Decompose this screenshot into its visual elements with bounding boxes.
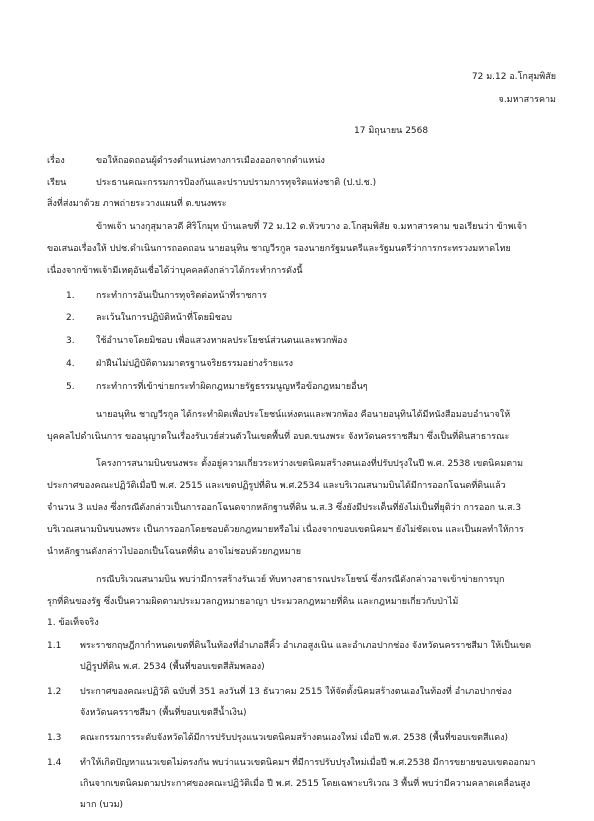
list-item-number: 5.: [66, 382, 75, 392]
intro-line-3: เนื่องจากข้าพเจ้ามีเหตุอันเชื่อได้ว่าบุคคลดังกล่าวได้กระทำการดังนี้: [47, 266, 303, 276]
fact-number: 1.1: [47, 641, 62, 651]
list-item-text: กระทำการที่เข้าข่ายกระทำผิดกฎหมายรัฐธรรมนูญหรือข้อกฎหมายอื่นๆ: [96, 382, 368, 392]
fact-number: 1.3: [47, 733, 62, 743]
intro-line-1: ข้าพเจ้า นางกุสุมาลวดี ศิริโกมุท บ้านเลขที่ 72 ม.12 ต.หัวขวาง อ.โกสุมพิสัย จ.มหาสารคาม ขอเรียนว่า ข้าพเจ้า: [96, 222, 528, 232]
recipient-label: เรียน: [47, 178, 67, 188]
fact-number: 1.2: [47, 687, 62, 697]
fact-text-line: ปฏิรูปที่ดิน พ.ศ. 2534 (พื้นที่ขอบเขตสีส้มพลอง): [80, 662, 265, 672]
fact-text-line: คณะกรรมการระดับจังหวัดได้มีการปรับปรุงแนวเขตนิคมสร้างตนเองใหม่ เมื่อปี พ.ศ. 2538 (พื้นที่ขอบเขตสีแดง): [80, 733, 509, 743]
attachment-line: สิ่งที่ส่งมาด้วย ภาพถ่ายระวางแผนที่ ต.ขนงพระ: [47, 199, 227, 209]
list-item-text: ฝ่าฝืนไม่ปฏิบัติตามมาตรฐานจริยธรรมอย่างร้ายแรง: [96, 359, 293, 369]
list-item-text: ละเว้นในการปฏิบัติหน้าที่โดยมิชอบ: [96, 313, 233, 323]
paragraph-2-line-5: นำหลักฐานดังกล่าวไปออกเป็นโฉนดที่ดิน อาจไม่ชอบด้วยกฎหมาย: [47, 547, 302, 557]
fact-text-line: เกินจากเขตนิคมตามประกาศของคณะปฏิวัติเมื่อ ปี พ.ศ. 2515 โดยเฉพาะบริเวณ 3 พื้นที่ พบว่ามีความคลาดเคลื่อนสูง: [80, 779, 531, 789]
list-item-text: กระทำการอันเป็นการทุจริตต่อหน้าที่ราชการ: [96, 291, 267, 301]
paragraph-1-line-2: บุคคลไปดำเนินการ ขออนุญาตในเรื่องรับเวย์ส่วนตัวในเขตพื้นที่ อบต.ขนงพระ จังหวัดนครราชสีมา ซึ่งเป็นที่ดินสาธารณะ: [47, 432, 510, 442]
list-item-text: ใช้อำนาจโดยมิชอบ เพื่อแสวงหาผลประโยชน์ส่วนตนและพวกพ้อง: [96, 336, 348, 346]
list-item-number: 4.: [66, 359, 75, 369]
paragraph-3-line-2: รุกที่ดินของรัฐ ซึ่งเป็นความผิดตามประมวลกฎหมายอาญา ประมวลกฎหมายที่ดิน และกฎหมายเกี่ยวกับป่าไม้: [47, 597, 459, 607]
list-item-number: 1.: [66, 291, 75, 301]
fact-text-line: จังหวัดนครราชสีมา (พื้นที่ขอบเขตสีน้ำเงิน): [80, 708, 247, 718]
paragraph-3-line-1: กรณีบริเวณสนามบิน พบว่ามีการสร้างรันเวย์ ทับทางสาธารณประโยชน์ ซึ่งกรณีดังกล่าวอาจเข้าข่ายการบุก: [96, 575, 505, 585]
facts-heading: 1. ข้อเท็จจริง: [47, 618, 99, 628]
fact-number: 1.4: [47, 758, 62, 768]
paragraph-2-line-3: จำนวน 3 แปลง ซึ่งกรณีดังกล่าวเป็นการออกโฉนดจากหลักฐานที่ดิน น.ส.3 ซึ่งยังมีประเด็นที่ยังไม่เป็นที่ยุติว่า การออก น.ส.3: [47, 503, 522, 513]
fact-text-line: ทำให้เกิดปัญหาแนวเขตไม่ตรงกัน พบว่าแนวเขตนิคมฯ ที่มีการปรับปรุงใหม่เมื่อปี พ.ศ.2538 มีการขยายขอบเขตออกมา: [80, 758, 536, 768]
fact-text-line: พระราชกฤษฎีกากำหนดเขตที่ดินในท้องที่อำเภอสีคิ้ว อำเภอสูงเนิน และอำเภอปากช่อง จังหวัดนครราชสีมา ให้เป็นเขต: [80, 641, 532, 651]
paragraph-1-line-1: นายอนุทิน ชาญวีรกูล ได้กระทำผิดเพื่อประโยชน์แห่งตนและพวกพ้อง คือนายอนุทินได้มีหนังสือมอบอำนาจให้: [96, 410, 511, 420]
fact-text-line: มาก (บวม): [80, 800, 124, 810]
subject-label: เรื่อง: [47, 156, 65, 166]
fact-text-line: ประกาศของคณะปฏิวัติ ฉบับที่ 351 ลงวันที่ 13 ธันวาคม 2515 ให้จัดตั้งนิคมสร้างตนเองในท้องที่ อำเภอปากช่อง: [80, 687, 512, 697]
paragraph-2-line-4: บริเวณสนามบินขนงพระ เป็นการออกโดยชอบด้วยกฎหมายหรือไม่ เนื่องจากขอบเขตนิคมฯ ยังไม่ชัดเจน และเป็นผลทำให้การ: [47, 525, 524, 535]
intro-line-2: ขอเสนอเรื่องให้ ปปช.ดำเนินการถอดถอน นายอนุทิน ชาญวีรกูล รองนายกรัฐมนตรีและรัฐมนตรีว่าการกระทรวงมหาดไทย: [47, 244, 511, 254]
subject-text: ขอให้ถอดถอนผู้ดำรงตำแหน่งทางการเมืองออกจากตำแหน่ง: [96, 156, 325, 166]
sender-address-line1: 72 ม.12 อ.โกสุมพิสัย: [471, 72, 556, 82]
recipient-text: ประธานคณะกรรมการป้องกันและปราบปรามการทุจริตแห่งชาติ (ป.ป.ช.): [96, 178, 377, 188]
paragraph-2-line-1: โครงการสนามบินขนงพระ ตั้งอยู่ความเกี่ยวระหว่างเขตนิคมสร้างตนเองที่ปรับปรุงในปี พ.ศ. 2538 เขตนิคมตาม: [96, 459, 524, 469]
letter-date: 17 มิถุนายน 2568: [354, 126, 429, 136]
sender-address-line2: จ.มหาสารคาม: [498, 95, 556, 105]
list-item-number: 3.: [66, 336, 75, 346]
list-item-number: 2.: [66, 313, 75, 323]
paragraph-2-line-2: ประกาศของคณะปฏิวัติเมื่อปี พ.ศ. 2515 และเขตปฏิรูปที่ดิน พ.ศ.2534 และบริเวณสนามบินได้มีการออกโฉนดที่ดินแล้ว: [47, 481, 506, 491]
